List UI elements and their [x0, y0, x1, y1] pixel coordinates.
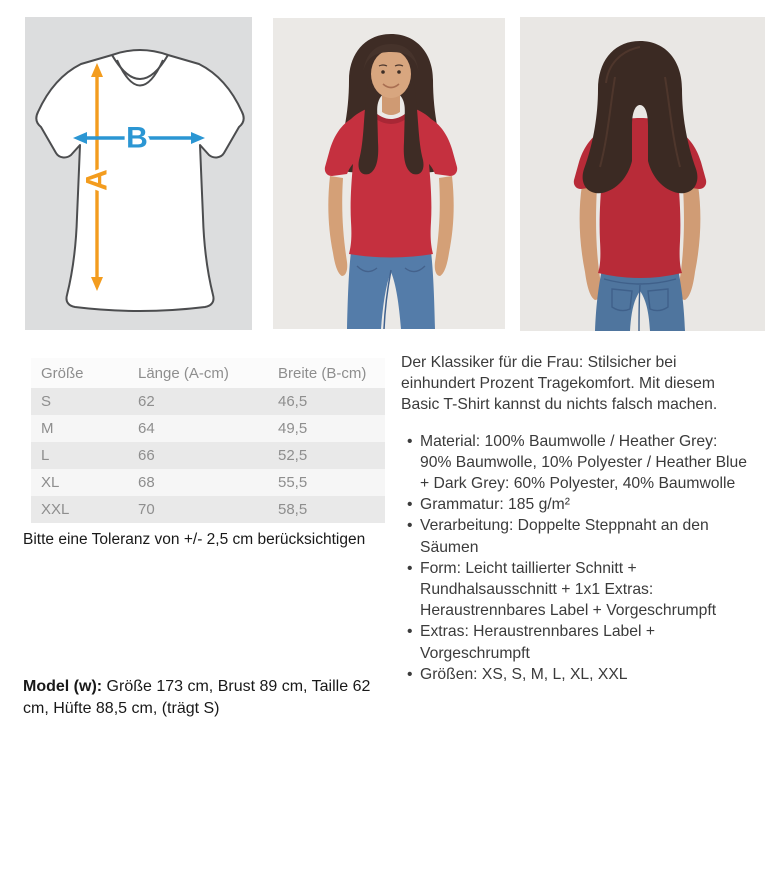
- column-header: Länge (A-cm): [138, 364, 229, 382]
- arrow-b-label: B: [126, 121, 148, 155]
- table-cell: 46,5: [278, 393, 308, 410]
- tolerance-note: Bitte eine Toleranz von +/- 2,5 cm berücksichtigen: [23, 531, 366, 548]
- spec-item: • Form: Leicht taillierter Schnitt + Rundhalsausschnitt + 1x1 Extras: Heraustrennbares Label + Vorgeschrumpft: [420, 558, 753, 622]
- table-row: [31, 415, 385, 442]
- table-cell: 58,5: [278, 501, 308, 518]
- product-description: [401, 352, 753, 685]
- table-cell: 68: [138, 474, 155, 491]
- table-cell: 66: [138, 447, 155, 464]
- table-cell: XL: [41, 474, 60, 491]
- model-front-illustration: [273, 18, 505, 329]
- spec-item: • Grammatur: 185 g/m²: [420, 494, 753, 515]
- column-header: Größe: [41, 364, 84, 382]
- size-diagram-panel: [25, 17, 252, 330]
- spec-item: • Material: 100% Baumwolle / Heather Grey: 90% Baumwolle, 10% Polyester / Heather Blue + Dark Grey: 60% Polyester, 40% Baumwolle: [420, 431, 753, 495]
- table-row: [31, 469, 385, 496]
- table-cell: 62: [138, 393, 155, 410]
- model-info-label: Model (w):: [23, 678, 103, 695]
- spec-list: [401, 431, 753, 685]
- face: [371, 50, 411, 98]
- table-row: [31, 388, 385, 415]
- column-header: Breite (B-cm): [278, 364, 367, 382]
- table-cell: XXL: [41, 501, 70, 518]
- table-row: [31, 496, 385, 523]
- table-row: [31, 442, 385, 469]
- spec-item: • Verarbeitung: Doppelte Steppnaht an den Säumen: [420, 515, 753, 557]
- model-back-photo-panel: [520, 17, 765, 331]
- size-table: [31, 358, 385, 523]
- spec-item: • Extras: Heraustrennbares Label + Vorgeschrumpft: [420, 621, 753, 663]
- model-info-details: Größe 173 cm, Brust 89 cm, Taille 62 cm, Hüfte 88,5 cm, (trägt S): [23, 678, 371, 717]
- table-cell: 55,5: [278, 474, 308, 491]
- table-cell: L: [41, 447, 50, 464]
- model-front-photo-panel: [273, 18, 505, 329]
- arrow-a-label: A: [80, 169, 114, 191]
- table-cell: 49,5: [278, 420, 308, 437]
- model-info: [23, 676, 395, 720]
- table-cell: 52,5: [278, 447, 308, 464]
- table-header-row: [31, 358, 385, 388]
- table-cell: S: [41, 393, 52, 410]
- spec-item: • Größen: XS, S, M, L, XL, XXL: [420, 664, 753, 685]
- model-back-illustration: [520, 17, 765, 331]
- size-diagram-graphic: [25, 17, 252, 330]
- description-intro: Der Klassiker für die Frau: Stilsicher bei einhundert Prozent Tragekomfort. Mit diesem Basic T-Shirt kannst du nichts falsch machen.: [401, 354, 718, 414]
- table-cell: M: [41, 420, 54, 437]
- table-cell: 64: [138, 420, 155, 437]
- table-cell: 70: [138, 501, 155, 518]
